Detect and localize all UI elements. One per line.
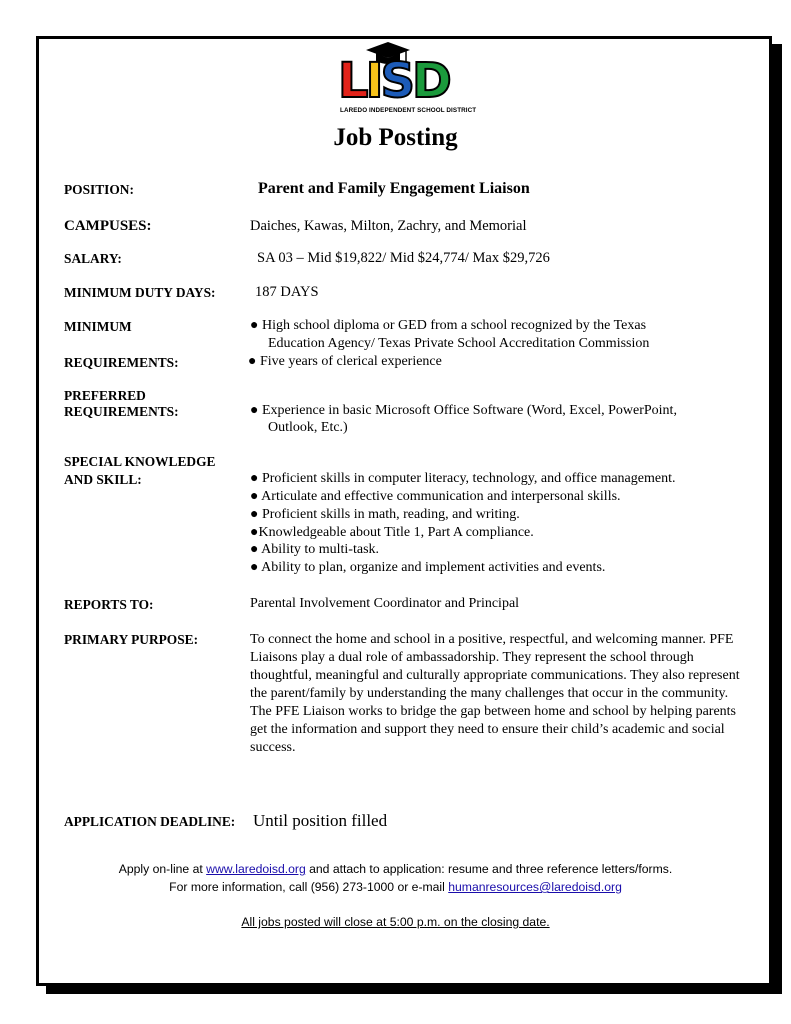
duty-days-value: 187 DAYS	[255, 284, 319, 300]
purpose-label: PRIMARY PURPOSE:	[64, 632, 199, 647]
special-item: ● Ability to multi-task.	[250, 542, 380, 557]
footer-contact-line	[0, 880, 791, 894]
lisd-logo	[338, 42, 478, 118]
pref-req-item-1-line-1: ● Experience in basic Microsoft Office Software (Word, Excel, PowerPoint,	[250, 403, 677, 418]
reports-to-label: REPORTS TO:	[64, 597, 154, 612]
footer-closing-note: All jobs posted will close at 5:00 p.m. on the closing date.	[241, 915, 550, 929]
logo-letter-d: D	[412, 53, 449, 109]
deadline-label: APPLICATION DEADLINE:	[64, 814, 236, 829]
duty-days-label: MINIMUM DUTY DAYS:	[64, 285, 216, 300]
position-value: Parent and Family Engagement Liaison	[258, 180, 530, 197]
special-item: ● Articulate and effective communication and interpersonal skills.	[250, 489, 621, 504]
footer-apply-line	[0, 862, 791, 876]
deadline-value: Until position filled	[253, 811, 388, 830]
website-link[interactable]: www.laredoisd.org	[206, 862, 306, 876]
logo-subtitle: LAREDO INDEPENDENT SCHOOL DISTRICT	[340, 107, 477, 114]
campuses-label: CAMPUSES:	[64, 218, 152, 234]
footer-apply-text-end: and attach to application: resume and three reference letters/forms.	[305, 862, 673, 876]
min-req-item-2: ● Five years of clerical experience	[248, 354, 442, 369]
purpose-value: To connect the home and school in a positive, respectful, and welcoming manner. PFE Liaisons play a dual role of ambassadorship. They represent the school through thoughtful, meaningful and culturally appropriate communications. They also represent the parent/family by understanding the many challenges that occur in the community. The PFE Liaison works to bridge the gap between home and school by helping parents get the information and support they need to ensure their child’s academic and social success.	[250, 632, 740, 755]
logo-letter-s: S	[380, 53, 413, 109]
logo-letters	[338, 53, 478, 109]
salary-label: SALARY:	[64, 251, 122, 266]
pref-req-item-1-line-2: Outlook, Etc.)	[268, 420, 348, 435]
special-item: ● Ability to plan, organize and implement activities and events.	[250, 560, 606, 575]
pref-req-label-1: PREFERRED	[64, 388, 146, 403]
special-item: ●Knowledgeable about Title 1, Part A compliance.	[250, 525, 534, 540]
position-label: POSITION:	[64, 182, 134, 197]
reports-to-value: Parental Involvement Coordinator and Principal	[250, 596, 520, 611]
min-req-item-1-line-2: Education Agency/ Texas Private School Accreditation Commission	[268, 336, 650, 351]
special-label-1: SPECIAL KNOWLEDGE	[64, 454, 216, 469]
pref-req-label-2: REQUIREMENTS:	[64, 404, 179, 419]
special-label-2: AND SKILL:	[64, 472, 142, 487]
salary-value: SA 03 – Mid $19,822/ Mid $24,774/ Max $29,726	[257, 250, 550, 266]
special-item: ● Proficient skills in computer literacy, technology, and office management.	[250, 471, 676, 486]
min-req-item-1-line-1: ● High school diploma or GED from a school recognized by the Texas	[250, 318, 647, 333]
min-req-label-2: REQUIREMENTS:	[64, 355, 179, 370]
logo-letter-l: L	[338, 53, 366, 109]
logo-letter-i: I	[365, 53, 381, 109]
page-title: Job Posting	[333, 124, 458, 151]
special-item: ● Proficient skills in math, reading, and writing.	[250, 507, 520, 522]
footer-contact-text: For more information, call (956) 273-1000 or e-mail	[169, 880, 449, 894]
campuses-value: Daiches, Kawas, Milton, Zachry, and Memorial	[250, 218, 527, 234]
footer-apply-text: Apply on-line at	[118, 862, 207, 876]
min-req-label-1: MINIMUM	[64, 319, 132, 334]
email-link[interactable]: humanresources@laredoisd.org	[448, 880, 622, 894]
